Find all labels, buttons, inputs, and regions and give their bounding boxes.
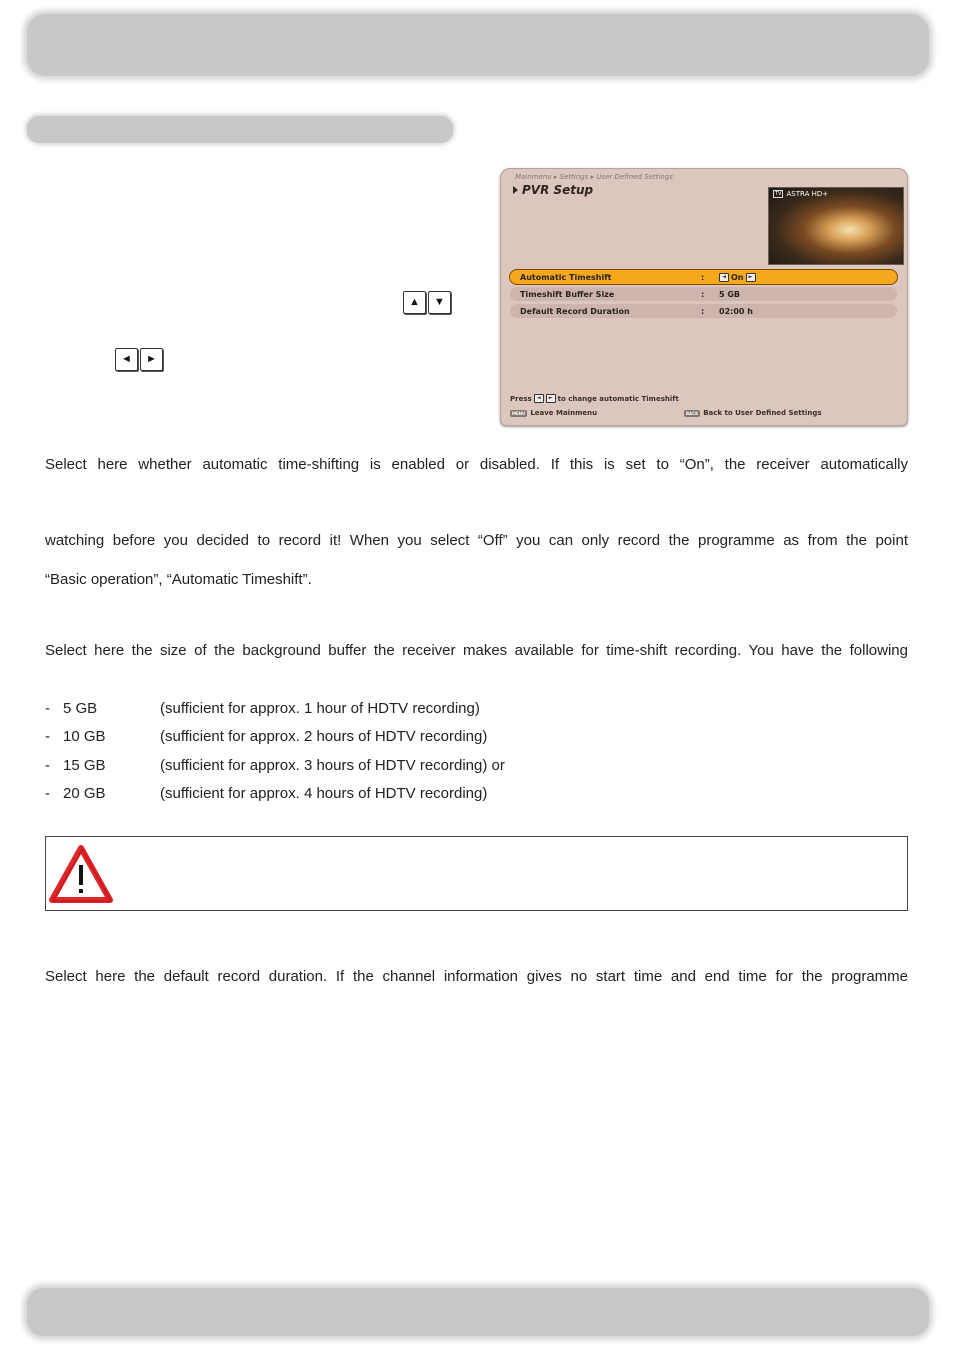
left-right-keys bbox=[115, 348, 163, 370]
channel-name: ASTRA HD+ bbox=[786, 190, 829, 198]
footer-leave-mainmenu bbox=[510, 409, 597, 417]
buffer-size: 5 GB bbox=[63, 700, 98, 717]
list-item bbox=[45, 700, 645, 717]
row-label: Timeshift Buffer Size bbox=[520, 289, 615, 299]
osd-title bbox=[513, 183, 593, 197]
footer-back bbox=[684, 409, 822, 417]
buffer-size-note: (sufficient for approx. 4 hours of HDTV recording) bbox=[160, 785, 488, 802]
row-value: 5 GB bbox=[719, 289, 741, 299]
menu-row-timeshift-buffer-size[interactable] bbox=[510, 287, 897, 301]
automatic-timeshift-description: Select here whether automatic time-shifting is enabled or disabled. If this is set to “On”, the receiver automatically bbox=[45, 456, 908, 473]
title-arrow-icon bbox=[513, 186, 518, 194]
row-value-text: On bbox=[731, 272, 744, 282]
buffer-size-description: Select here the size of the background buffer the receiver makes available for time-shift recording. You have the following bbox=[45, 642, 908, 659]
header-bar bbox=[27, 14, 929, 76]
row-value bbox=[719, 273, 756, 282]
osd-breadcrumb: Mainmenu ▸ Settings ▸ User Defined Settings bbox=[515, 173, 673, 181]
left-arrow-icon: ◄ bbox=[719, 273, 729, 282]
arrow-down-icon: ▼ bbox=[428, 291, 451, 314]
help-suffix: to change automatic Timeshift bbox=[557, 394, 679, 403]
row-colon: : bbox=[701, 289, 705, 299]
buffer-size: 20 GB bbox=[63, 785, 106, 802]
back-button-icon: BACK bbox=[686, 410, 699, 416]
list-dash: - bbox=[45, 785, 50, 802]
pvr-setup-screenshot bbox=[500, 168, 908, 426]
buffer-size: 15 GB bbox=[63, 757, 106, 774]
list-item bbox=[45, 757, 645, 774]
help-prefix: Press bbox=[510, 394, 532, 403]
list-item bbox=[45, 728, 645, 745]
row-value: 02:00 h bbox=[719, 306, 753, 316]
list-dash: - bbox=[45, 700, 50, 717]
arrow-left-icon: ◄ bbox=[115, 348, 138, 371]
footer-bar bbox=[27, 1288, 929, 1336]
arrow-right-icon: ► bbox=[140, 348, 163, 371]
row-colon: : bbox=[701, 306, 705, 316]
list-dash: - bbox=[45, 757, 50, 774]
row-label: Default Record Duration bbox=[520, 306, 630, 316]
warning-box bbox=[45, 836, 908, 911]
osd-help-text bbox=[510, 394, 679, 403]
up-down-keys bbox=[403, 291, 451, 313]
left-arrow-icon: ◄ bbox=[534, 394, 544, 403]
tv-icon: TV bbox=[775, 191, 782, 197]
osd-title-text: PVR Setup bbox=[522, 183, 594, 197]
list-dash: - bbox=[45, 728, 50, 745]
right-arrow-icon: ► bbox=[746, 273, 756, 282]
menu-row-default-record-duration[interactable] bbox=[510, 304, 897, 318]
buffer-size-note: (sufficient for approx. 2 hours of HDTV recording) bbox=[160, 728, 488, 745]
record-duration-description: Select here the default record duration. If the channel information gives no start time and end time for the programme bbox=[45, 968, 908, 985]
menu-button-icon: MENU bbox=[512, 410, 526, 416]
channel-label bbox=[773, 190, 828, 198]
section-heading-bar bbox=[27, 116, 453, 143]
menu-row-automatic-timeshift[interactable] bbox=[510, 270, 897, 284]
buffer-size-note: (sufficient for approx. 1 hour of HDTV recording) bbox=[160, 700, 480, 717]
timeshift-description-continued: watching before you decided to record it! When you select “Off” you can only record the programme as from the point bbox=[45, 532, 908, 549]
row-label: Automatic Timeshift bbox=[520, 272, 612, 282]
row-colon: : bbox=[701, 272, 705, 282]
arrow-up-icon: ▲ bbox=[403, 291, 426, 314]
footer-right-label: Back to User Defined Settings bbox=[703, 409, 822, 417]
buffer-size-note: (sufficient for approx. 3 hours of HDTV recording) or bbox=[160, 757, 505, 774]
channel-preview bbox=[768, 187, 904, 265]
footer-left-label: Leave Mainmenu bbox=[530, 409, 598, 417]
buffer-size: 10 GB bbox=[63, 728, 106, 745]
right-arrow-icon: ► bbox=[546, 394, 556, 403]
list-item bbox=[45, 785, 645, 802]
timeshift-reference: “Basic operation”, “Automatic Timeshift”. bbox=[45, 571, 312, 588]
warning-icon bbox=[49, 845, 113, 903]
